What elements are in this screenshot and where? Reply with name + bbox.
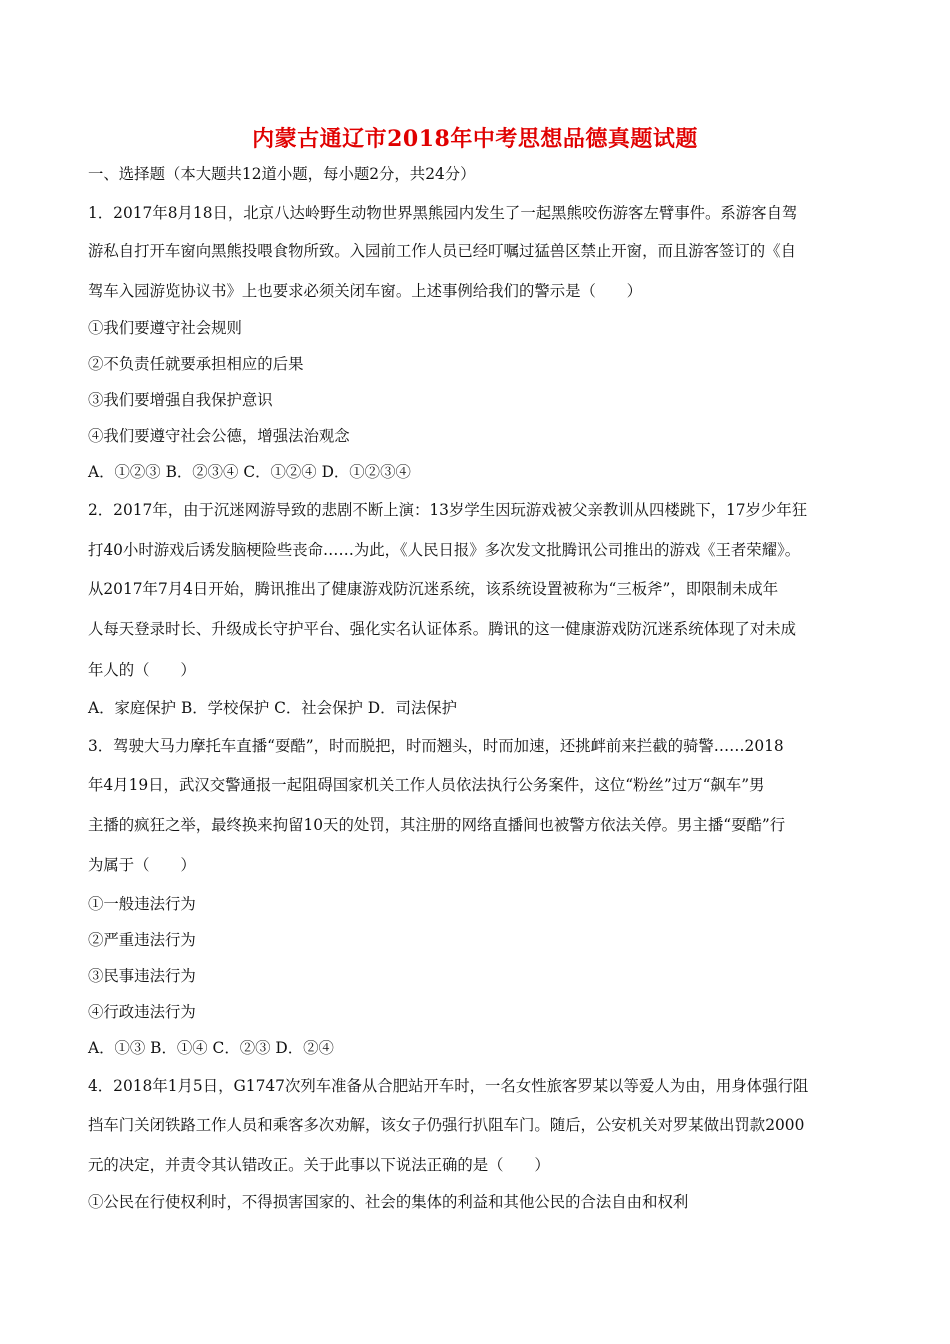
question-3-item-2: ②严重违法行为 [88, 931, 196, 949]
question-4-stem-line-1: 4．2018年1月5日，G1747次列车准备从合肥站开车时，一名女性旅客罗某以等爱人为由，用身体强行阻 [88, 1077, 809, 1095]
question-3-stem-line-4: 为属于（ ） [88, 856, 196, 874]
page-title: 内蒙古通辽市2018年中考思想品德真题试题 [252, 126, 698, 152]
question-3-item-1: ①一般违法行为 [88, 895, 196, 913]
question-4-stem-line-3: 元的决定，并责令其认错改正。关于此事以下说法正确的是（ ） [88, 1156, 550, 1174]
question-2-options: A．家庭保护 B．学校保护 C．社会保护 D．司法保护 [88, 699, 458, 717]
question-4-stem-line-2: 挡车门关闭铁路工作人员和乘客多次劝解，该女子仍强行扒阻车门。随后，公安机关对罗某做出罚款2000 [88, 1116, 805, 1134]
question-3-item-3: ③民事违法行为 [88, 967, 196, 985]
question-1-item-3: ③我们要增强自我保护意识 [88, 391, 273, 409]
question-4-item-1: ①公民在行使权利时，不得损害国家的、社会的集体的利益和其他公民的合法自由和权利 [88, 1193, 689, 1211]
question-2-stem-line-4: 人每天登录时长、升级成长守护平台、强化实名认证体系。腾讯的这一健康游戏防沉迷系统体现了对未成 [88, 620, 796, 638]
section-heading: 一、选择题（本大题共12道小题，每小题2分，共24分） [88, 165, 476, 183]
question-1-item-4: ④我们要遵守社会公德，增强法治观念 [88, 427, 350, 445]
question-3-stem-line-2: 年4月19日，武汉交警通报一起阻碍国家机关工作人员依法执行公务案件，这位“粉丝”过万“飙车”男 [88, 776, 765, 794]
question-1-stem-line-1: 1．2017年8月18日，北京八达岭野生动物世界黑熊园内发生了一起黑熊咬伤游客左臂事件。系游客自驾 [88, 204, 798, 222]
question-2-stem-line-5: 年人的（ ） [88, 661, 196, 679]
question-3-stem-line-1: 3．驾驶大马力摩托车直播“耍酷”，时而脱把，时而翘头，时而加速，还挑衅前来拦截的骑警……2018 [88, 737, 784, 755]
question-1-stem-line-3: 驾车入园游览协议书》上也要求必须关闭车窗。上述事例给我们的警示是（ ） [88, 282, 643, 300]
question-1-options: A．①②③ B．②③④ C．①②④ D．①②③④ [88, 463, 411, 481]
question-3-options: A．①③ B．①④ C．②③ D．②④ [88, 1039, 334, 1057]
question-3-item-4: ④行政违法行为 [88, 1003, 196, 1021]
question-2-stem-line-3: 从2017年7月4日开始，腾讯推出了健康游戏防沉迷系统，该系统设置被称为“三板斧”，即限制未成年 [88, 580, 779, 598]
question-1-item-2: ②不负责任就要承担相应的后果 [88, 355, 304, 373]
question-2-stem-line-1: 2．2017年，由于沉迷网游导致的悲剧不断上演：13岁学生因玩游戏被父亲教训从四楼跳下，17岁少年狂 [88, 501, 808, 519]
question-3-stem-line-3: 主播的疯狂之举，最终换来拘留10天的处罚，其注册的网络直播间也被警方依法关停。男主播“耍酷”行 [88, 816, 786, 834]
question-1-item-1: ①我们要遵守社会规则 [88, 319, 242, 337]
question-2-stem-line-2: 打40小时游戏后诱发脑梗险些丧命……为此，《人民日报》多次发文批腾讯公司推出的游戏《王者荣耀》。 [88, 541, 801, 559]
question-1-stem-line-2: 游私自打开车窗向黑熊投喂食物所致。入园前工作人员已经叮嘱过猛兽区禁止开窗，而且游客签订的《自 [88, 242, 796, 260]
